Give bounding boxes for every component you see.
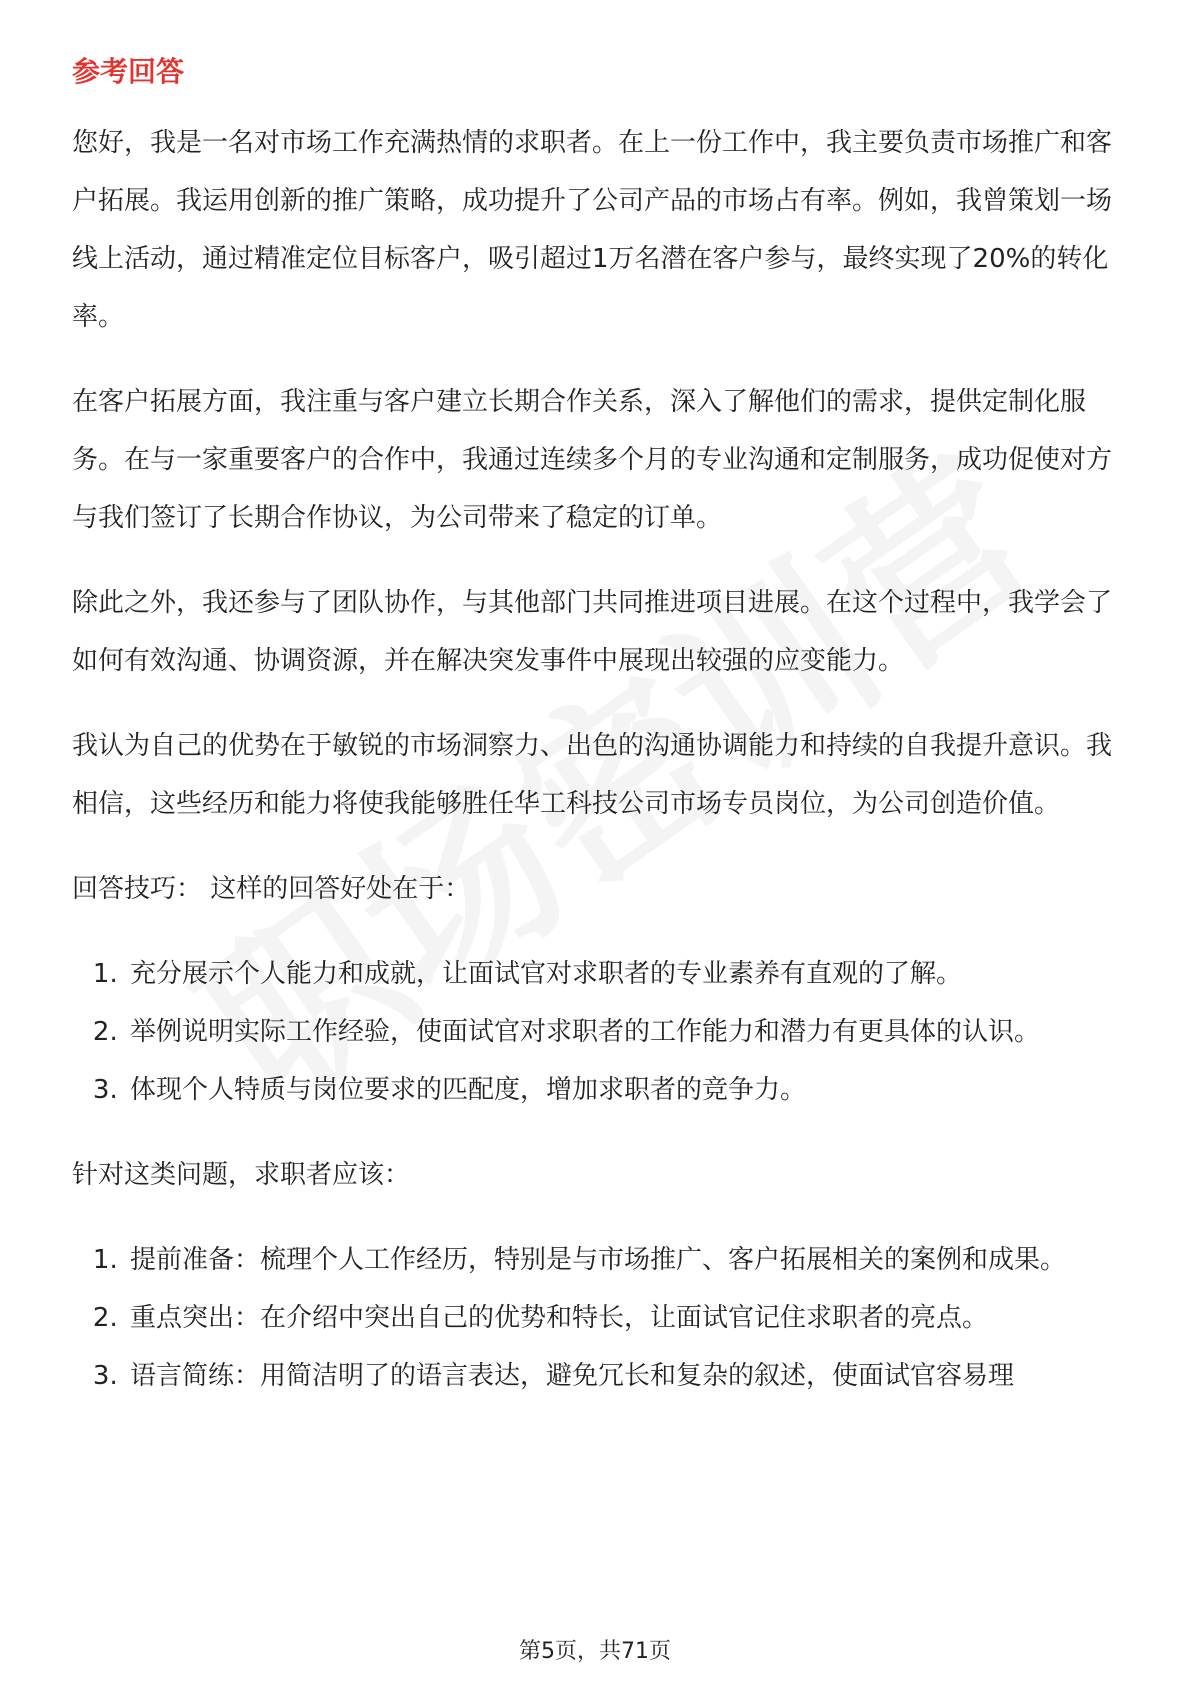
list-item: 2. 举例说明实际工作经验，使面试官对求职者的工作能力和潜力有更具体的认识。	[126, 1003, 1112, 1061]
paragraph-1: 您好，我是一名对市场工作充满热情的求职者。在上一份工作中，我主要负责市场推广和客户拓展。我运用创新的推广策略，成功提升了公司产品的市场占有率。例如，我曾策划一场线上活动，通过精准定位目标客户，吸引超过1万名潜在客户参与，最终实现了20%的转化率。	[72, 128, 1113, 332]
tips-list	[72, 945, 1112, 1119]
paragraph-3: 除此之外，我还参与了团队协作，与其他部门共同推进项目进展。在这个过程中，我学会了如何有效沟通、协调资源，并在解决突发事件中展现出较强的应变能力。	[72, 588, 1113, 676]
advice-list	[72, 1231, 1112, 1405]
page-number: 第5页，共71页	[519, 1639, 671, 1664]
section-heading: 参考回答	[72, 55, 185, 88]
list-item: 3. 体现个人特质与岗位要求的匹配度，增加求职者的竞争力。	[126, 1061, 1112, 1119]
document-body	[72, 114, 1112, 1432]
advice-intro: 针对这类问题，求职者应该：	[72, 1160, 411, 1190]
paragraph-4: 我认为自己的优势在于敏锐的市场洞察力、出色的沟通协调能力和持续的自我提升意识。我相信，这些经历和能力将使我能够胜任华工科技公司市场专员岗位，为公司创造价值。	[72, 731, 1113, 819]
list-item: 2. 重点突出：在介绍中突出自己的优势和特长，让面试官记住求职者的亮点。	[126, 1289, 1112, 1347]
list-item: 1. 提前准备：梳理个人工作经历，特别是与市场推广、客户拓展相关的案例和成果。	[126, 1231, 1112, 1289]
list-item: 3. 语言简练：用简洁明了的语言表达，避免冗长和复杂的叙述，使面试官容易理	[126, 1347, 1112, 1405]
tips-intro: 回答技巧： 这样的回答好处在于：	[72, 874, 471, 904]
list-item: 1. 充分展示个人能力和成就，让面试官对求职者的专业素养有直观的了解。	[126, 945, 1112, 1003]
paragraph-2: 在客户拓展方面，我注重与客户建立长期合作关系，深入了解他们的需求，提供定制化服务。在与一家重要客户的合作中，我通过连续多个月的专业沟通和定制服务，成功促使对方与我们签订了长期合作协议，为公司带来了稳定的订单。	[72, 387, 1113, 533]
